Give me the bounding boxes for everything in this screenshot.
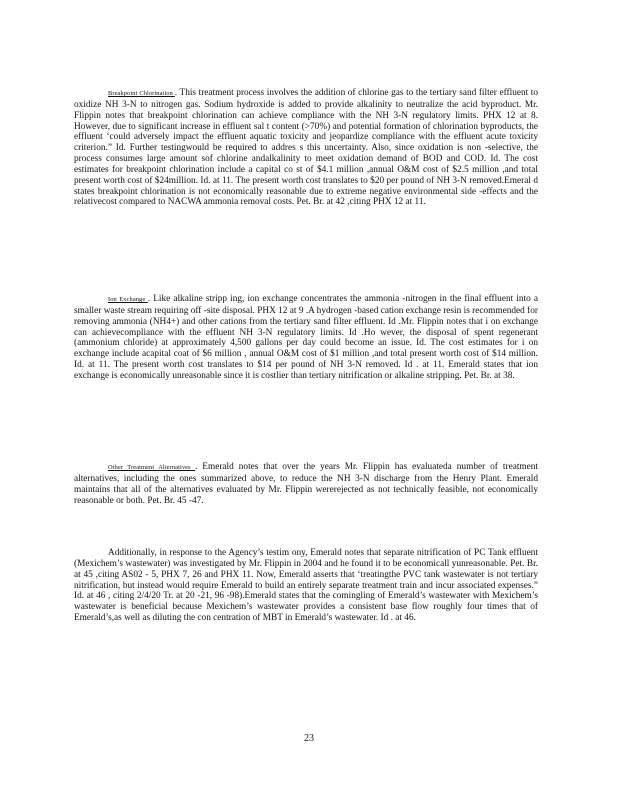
- paragraph-body: Additionally, in response to the Agency’s testim ony, Emerald notes that separate nitrification of PC Tank effluent (Mexichem’s wastewater) was investigated by Mr. Flippin in 2004 and he found it to be economicall yunreasonable. Pet. Br. at 45 ,citing AS02 - 5, PHX 7, 26 and PHX 11. Now, Emerald asserts that ‘treatingthe PVC tank wastewater is not tertiary nitrification, but instead would require Emerald to build an entirely separate treatment train and incur associated expenses.” Id. at 46 , citing 2/4/20 Tr. at 20 -21, 96 -98).Emerald states that the comingling of Emerald’s wastewater with Mexichem’s wastewater is beneficial because Mexichem’s wastewater provides a consistent base flow roughly four times that of Emerald’s,as well as diluting the con centration of MBT in Emerald’s wastewater. Id . at 46.: [74, 548, 538, 624]
- paragraph-breakpoint-chlorination: [74, 88, 538, 208]
- page-number: 23: [304, 733, 314, 744]
- section-heading-other-treatment-alternatives: Other Treatment Alternatives: [108, 464, 195, 471]
- paragraph-ion-exchange: [74, 294, 538, 382]
- paragraph-body: . Emerald notes that over the years Mr. Flippin has evaluateda number of treatment alternatives, including the ones summarized above, to reduce the NH 3-N discharge from the Henry Plant. Emerald maintains that all of the alternatives evaluated by Mr. Flippin wererejected as not technically feasible, not economically reasonable or both. Pet. Br. 45 -47.: [74, 462, 538, 506]
- section-heading-ion-exchange: Ion Exchange: [108, 296, 148, 303]
- paragraph-body: . Like alkaline stripp ing, ion exchange concentrates the ammonia -nitrogen in the final effluent into a smaller waste stream requiring off -site disposal. PHX 12 at 9 .A hydrogen -based cation exchange resin is recommended for removing ammonia (NH4+) and other cations from the tertiary sand filter effluent. Id .Mr. Flippin notes that i on exchange can achievecompliance with the effluent NH 3-N regulatory limits. Id .Ho wever, the disposal of spent regenerant (ammonium chloride) at approximately 4,500 gallons per day could become an issue. Id. The cost estimates for i on exchange include acapital coat of $6 million , annual O&M cost of $1 million ,and total present worth cost of $14 million. Id. at 11. The present worth cost translates to $14 per pound of NH 3-N removed. Id . at 11. Emerald states that ion exchange is economically unreasonable since it is costlier than tertiary nitrification or alkaline stripping. Pet. Br. at 38.: [74, 294, 538, 381]
- section-heading-breakpoint-chlorination: Breakpoint Chlorination: [108, 90, 175, 97]
- paragraph-additionally: [74, 548, 538, 624]
- paragraph-other-treatment-alternatives: [74, 462, 538, 506]
- paragraph-body: . This treatment process involves the addition of chlorine gas to the tertiary sand filter effluent to oxidize NH 3-N to nitrogen gas. Sodium hydroxide is added to provide alkalinity to neutralize the acid byproduct. Mr. Flippin notes that breakpoint chlorination can achieve compliance with the NH 3-N regulatory limits. PHX 12 at 8. However, due to significant increase in effluent sal t content (>70%) and potential formation of chlorination byproducts, the effluent ‘could adversely impact the effluent aquatic toxicity and jeopardize compliance with the effluent acute toxicity criterion.” Id. Further testingwould be required to addres s this uncertainty. Also, since oxidation is non -selective, the process consumes large amount sof chlorine andalkalinity to meet oxidation demand of BOD and COD. Id. The cost estimates for breakpoint chlorination include a capital co st of $4.1 million ,annual O&M cost of $2.5 million ,and total present worth cost of $24million. Id. at 11. The present worth cost translates to $20 per pound of NH 3-N removed.Emeral d states breakpoint chlorination is not economically reasonable due to extreme negative environmental side -effects and the relativecost compared to NACWA ammonia removal costs. Pet. Br. at 42 ,citing PHX 12 at 11.: [74, 88, 539, 208]
